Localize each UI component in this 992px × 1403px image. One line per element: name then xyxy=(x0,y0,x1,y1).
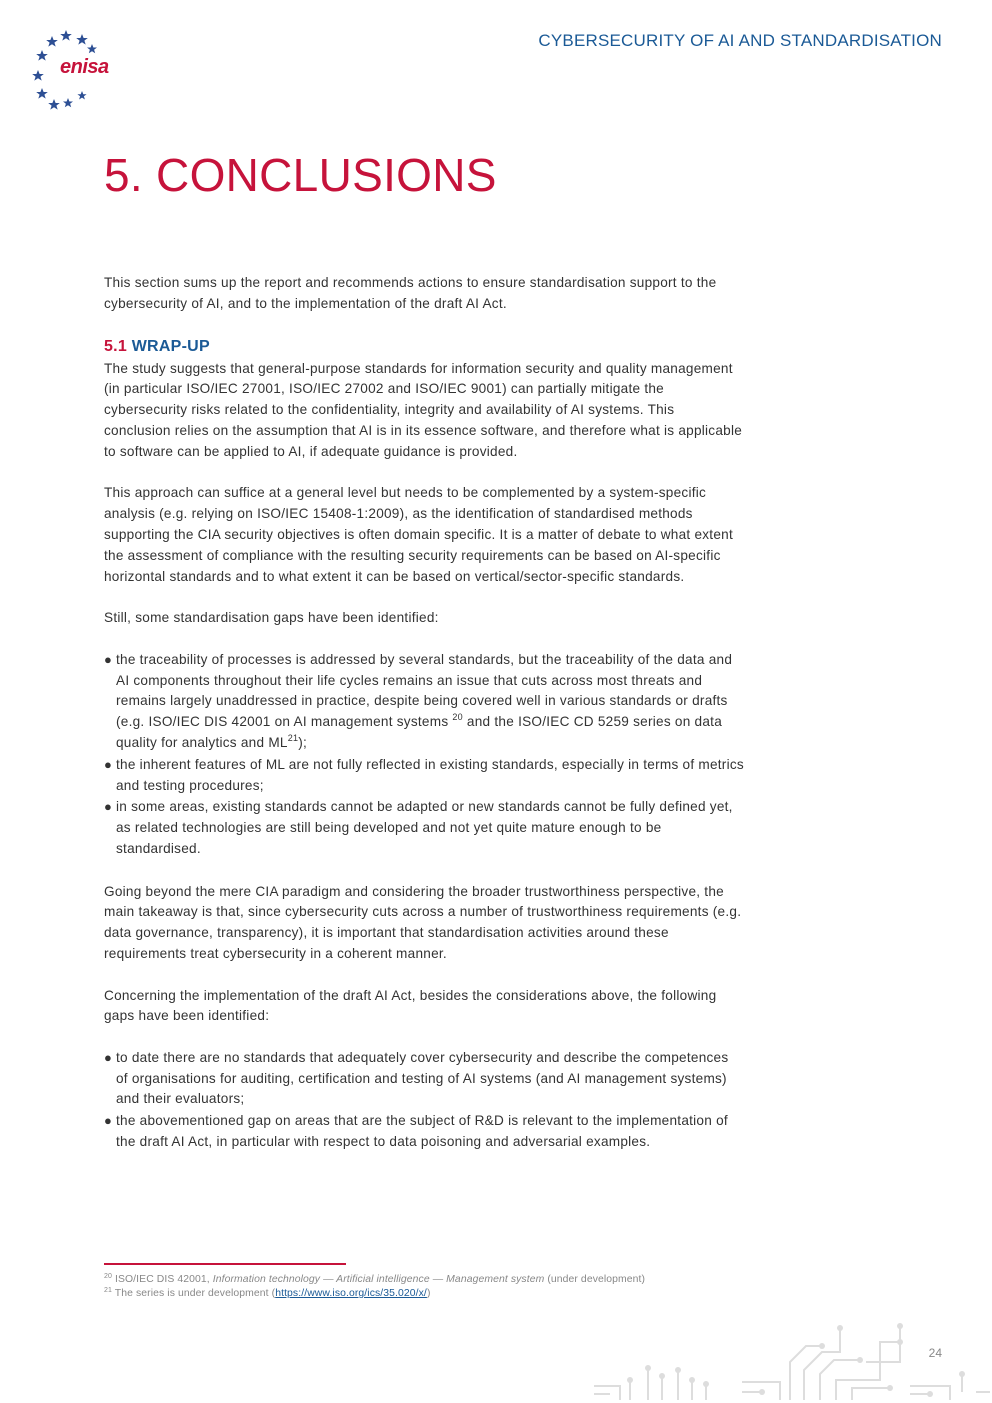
running-header: CYBERSECURITY OF AI AND STANDARDISATION xyxy=(538,31,942,50)
iso-link[interactable]: https://www.iso.org/ics/35.020/x/ xyxy=(275,1288,427,1299)
list-item-text: in some areas, existing standards cannot be adapted or new standards cannot be fully defined yet, as related technologies are still being developed and not yet quite mature enough to be standardised. xyxy=(116,799,733,856)
footnote-text: (under development) xyxy=(544,1274,646,1285)
circuit-decoration-icon xyxy=(590,1322,992,1403)
bullet-icon: ● xyxy=(104,651,113,667)
chapter-title: 5. CONCLUSIONS xyxy=(104,149,497,201)
main-content xyxy=(104,273,744,1154)
list-item-text: the inherent features of ML are not fully reflected in existing standards, especially in terms of metrics and testing procedures; xyxy=(116,756,744,793)
paragraph: Going beyond the mere CIA paradigm and considering the broader trustworthiness perspective, the main takeaway is that, since cybersecurity cuts across a number of trustworthiness requirements (e.g. data governance, transparency), it is important that standardisation activities around these requirements treat cybersecurity in a coherent manner. xyxy=(104,883,742,961)
list-item xyxy=(104,1048,744,1110)
list-item-text: to date there are no standards that adequately cover cybersecurity and describe the competences of organisations for auditing, certification and testing of AI systems (and AI management systems) and their evaluators; xyxy=(116,1049,729,1107)
footnote-text: The series is under development ( xyxy=(112,1288,276,1299)
paragraph: The study suggests that general-purpose standards for information security and quality management (in particular ISO/IEC 27001, ISO/IEC 27002 and ISO/IEC 9001) can partially mitigate the cybersecurity risks related to the confidentiality, integrity and availability of AI systems. This conclusion relies on the assumption that AI is in its essence software, and therefore what is applicable to software can be applied to AI, if adequate guidance is provided. xyxy=(104,360,743,459)
paragraph: This approach can suffice at a general level but needs to be complemented by a system-specific analysis (e.g. relying on ISO/IEC 15408-1:2009), as the identification of standardised methods supporting the CIA security objectives is often domain specific. It is a matter of debate to what extent the assessment of compliance with the resulting security requirements can be based on AI-specific horizontal standards and to what extent it can be based on vertical/sector-specific standards. xyxy=(104,485,733,584)
list-item-text: ); xyxy=(298,734,308,750)
intro-paragraph: This section sums up the report and recommends actions to ensure standardisation support to the cybersecurity of AI, and to the implementation of the draft AI Act. xyxy=(104,275,717,311)
section-number: 5.1 xyxy=(104,337,127,355)
section-heading xyxy=(104,337,744,357)
ai-act-gaps-list xyxy=(104,1048,744,1153)
footnote-title: Information technology — Artificial intelligence — Management system xyxy=(212,1274,545,1285)
footnote-20 xyxy=(104,1273,804,1287)
enisa-logo-text: enisa xyxy=(60,56,109,78)
list-item xyxy=(104,650,744,754)
footnote-21 xyxy=(104,1287,804,1301)
list-item-text: the abovementioned gap on areas that are the subject of R&D is relevant to the implementation of the draft AI Act, in particular with respect to data poisoning and adversarial examples. xyxy=(116,1113,728,1150)
bullet-icon: ● xyxy=(104,799,113,815)
paragraph: Still, some standardisation gaps have been identified: xyxy=(104,610,439,626)
footnote-ref[interactable]: 20 xyxy=(452,712,463,723)
footnote-text: ) xyxy=(426,1288,431,1299)
bullet-icon: ● xyxy=(104,1049,113,1065)
list-item-text: the traceability of processes is addressed by several standards, but the traceability of the data and AI components throughout their life cycles remains an issue that cuts across most threats and remains largely unaddressed in practice, despite being covered well in various standards or drafts (e.g. ISO/IEC DIS 42001 on AI management systems xyxy=(116,651,733,730)
footnote-ref[interactable]: 21 xyxy=(287,732,299,743)
list-item-text: and the ISO/IEC CD 5259 series on data quality for analytics and ML xyxy=(116,714,723,750)
list-item xyxy=(104,797,744,859)
footnote-mark: 21 xyxy=(104,1287,112,1294)
gaps-list xyxy=(104,650,744,860)
paragraph: Concerning the implementation of the draft AI Act, besides the considerations above, the following gaps have been identified: xyxy=(104,987,717,1024)
footnote-text: ISO/IEC DIS 42001, xyxy=(112,1274,213,1285)
footnotes xyxy=(104,1273,804,1301)
page-number: 24 xyxy=(928,1346,942,1360)
bullet-icon: ● xyxy=(104,756,113,772)
bullet-icon: ● xyxy=(104,1113,113,1129)
list-item xyxy=(104,1111,744,1153)
section-title: WRAP-UP xyxy=(131,337,210,355)
list-item xyxy=(104,755,744,797)
footnote-divider xyxy=(104,1263,346,1265)
footnote-mark: 20 xyxy=(104,1273,112,1280)
